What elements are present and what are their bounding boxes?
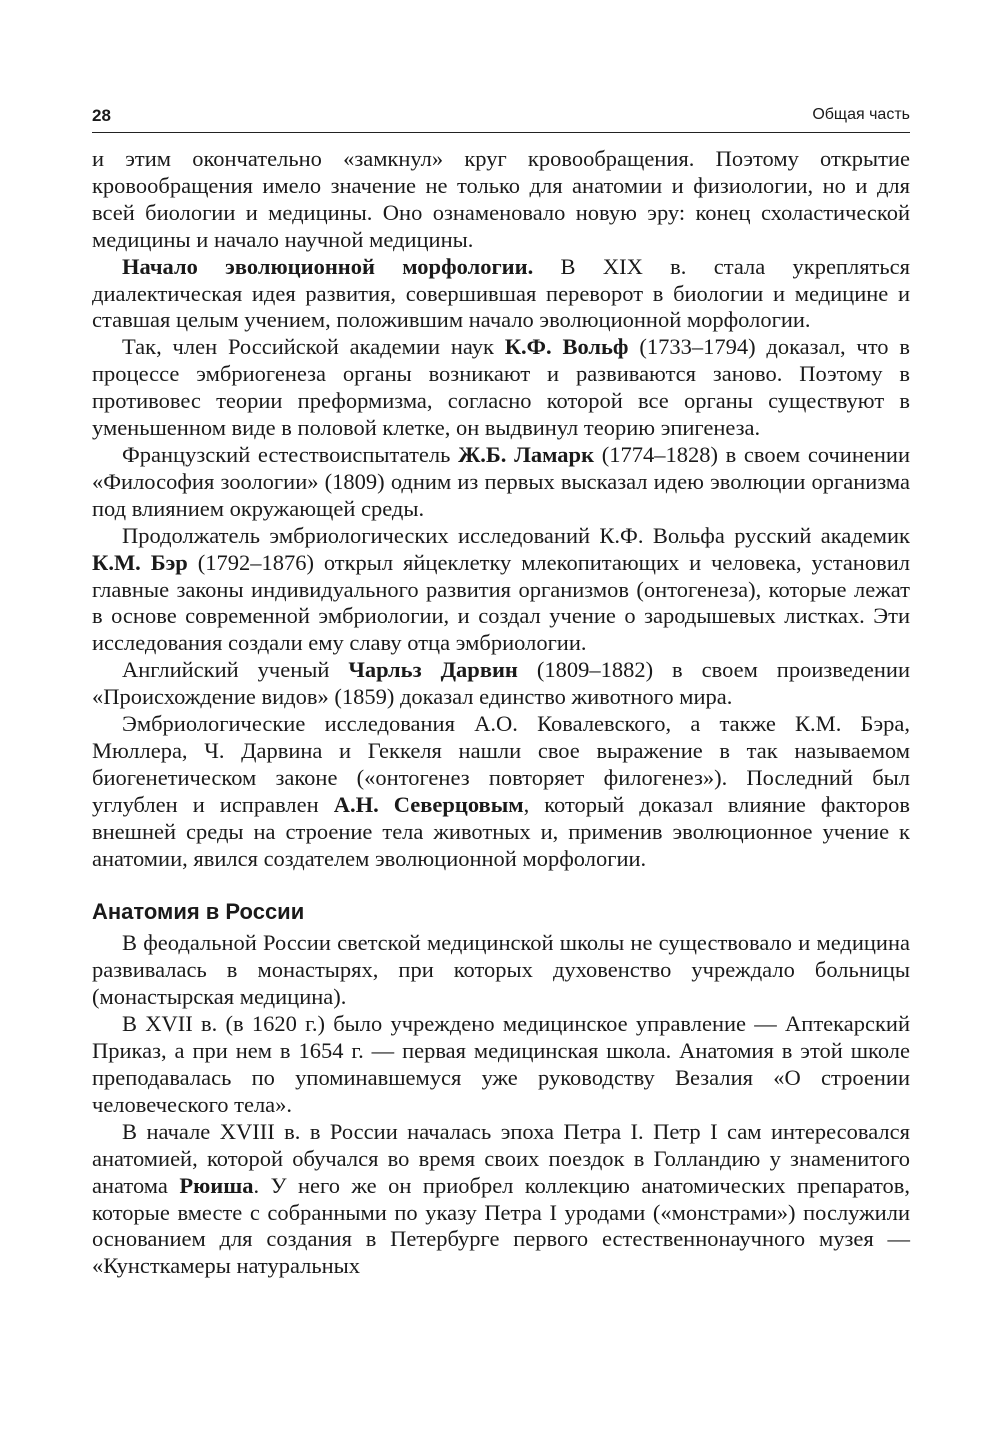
paragraph-severtsov: Эмбриологические исследования А.О. Ковалевского, а также К.М. Бэра, Мюллера, Ч. Дарвина и Геккеля нашли свое выражение в так называемом биогенетическом законе («онтогенез повторяет филогенез»). Последний был углублен и исправлен А.Н. Северцовым, который доказал влияние факторов внешней среды на строение тела животных и, применив эволюционное учение к анатомии, явился создателем эволюционной морфологии. xyxy=(92,711,911,871)
paragraph-peter-first: В начале XVIII в. в России началась эпоха Петра I. Петр I сам интересовался анатомией, которой обучался во время своих поездок в Голландию у знаменитого анатома Рюиша. У него же он приобрел коллекцию анатомических препаратов, которые вместе с собранными по указу Петра I уродами («монстрами») послужили основанием для создания в Петербурге первого естественнонаучного музея — «Кунсткамеры натуральных xyxy=(92,1118,910,1279)
paragraph-apothecary-prikaz: В XVII в. (в 1620 г.) было учреждено медицинское управление — Аптекарский Приказ, а при нем в 1654 г. — первая медицинская школа. Анатомия в этой школе преподавалась по упоминавшемуся уже руководству Везалия «О строении человеческого тела». xyxy=(92,1011,910,1117)
name-ruysch: Рюиша xyxy=(179,1172,254,1198)
paragraph-lamarck: Французский естествоиспытатель Ж.Б. Ламарк (1774–1828) в своем сочинении «Философия зоологии» (1809) одним из первых высказал идею эволюции организма под влиянием окружающей среды. xyxy=(92,441,910,521)
section-heading: Анатомия в России xyxy=(92,899,305,925)
paragraph-darwin: Английский ученый Чарльз Дарвин (1809–1882) в своем произведении «Происхождение видов» (1859) доказал единство животного мира. xyxy=(92,657,910,710)
running-title: Общая часть xyxy=(812,106,910,123)
paragraph-evolutionary-morphology: Начало эволюционной морфологии. В XIX в. стала укрепляться диалектическая идея развития, совершившая переворот в биологии и медицине и ставшая целым учением, положившим начало эволюционной морфологии. xyxy=(92,253,910,333)
name-darwin: Чарльз Дарвин xyxy=(348,657,518,683)
name-severtsov: А.Н. Северцовым xyxy=(333,791,524,817)
paragraph-baer: Продолжатель эмбриологических исследований К.Ф. Вольфа русский академик К.М. Бэр (1792–1876) открыл яйцеклетку млекопитающих и человека, установил главные законы индивидуального развития организмов (онтогенеза), которые лежат в основе современной эмбриологии, и создал учение о зародышевых листках. Эти исследования создали ему славу отца эмбриологии. xyxy=(92,522,910,656)
page-number: 28 xyxy=(92,106,111,125)
paragraph-wolff: Так, член Российской академии наук К.Ф. Вольф (1733–1794) доказал, что в процессе эмбриогенеза органы возникают и развиваются заново. Поэтому в противовес теории преформизма, согласно которой все органы существуют в уменьшенном виде в половой клетке, он выдвинул теорию эпигенеза. xyxy=(92,334,910,441)
paragraph-continuation: и этим окончательно «замкнул» круг кровообращения. Поэтому открытие кровообращения имело значение не только для анатомии и физиологии, но и для всей биологии и медицины. Оно ознаменовало новую эру: конец схоластической медицины и начало научной медицины. xyxy=(92,146,910,252)
paragraph-feudal-russia: В феодальной России светской медицинской школы не существовало и медицина развивалась в монастырях, при которых духовенство учреждало больницы (монастырская медицина). xyxy=(92,930,910,1010)
name-wolff: К.Ф. Вольф xyxy=(504,334,629,360)
run-in-heading: Начало эволюционной морфологии. xyxy=(122,253,534,279)
name-lamarck: Ж.Б. Ламарк xyxy=(458,441,595,467)
name-baer: К.М. Бэр xyxy=(92,549,188,575)
page-body xyxy=(92,146,910,1280)
running-header xyxy=(92,106,910,133)
